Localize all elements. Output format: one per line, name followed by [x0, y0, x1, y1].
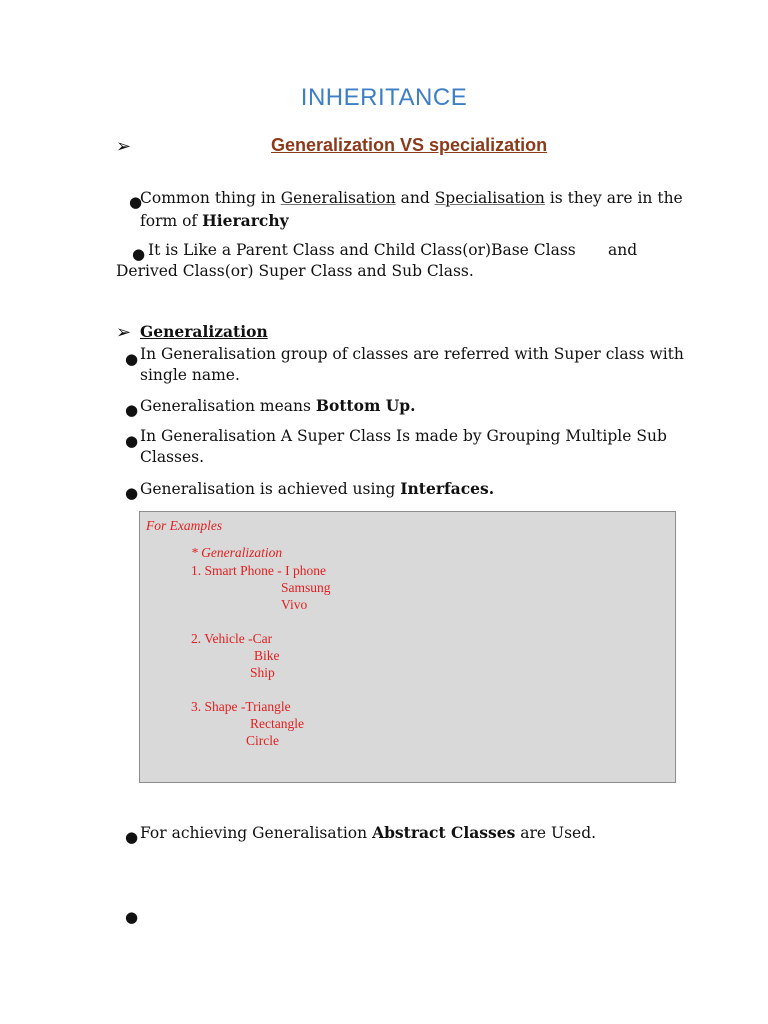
- empty-bullet-icon: ●: [125, 908, 139, 926]
- bullet-icon: ●: [125, 401, 139, 419]
- example-1-item: Samsung: [281, 580, 331, 595]
- example-2-item: Ship: [250, 665, 275, 680]
- intro-p2-line-2: Derived Class(or) Super Class and Sub Class.: [116, 262, 474, 280]
- example-2: 2. Vehicle -Car: [191, 631, 273, 646]
- bullet-icon: ●: [125, 484, 139, 502]
- bullet-icon: ●: [125, 350, 139, 368]
- example-1: 1. Smart Phone - I phone: [191, 563, 326, 578]
- example-3-item: Rectangle: [250, 716, 304, 731]
- examples-header: For Examples: [146, 518, 223, 533]
- bullet-1-line-2: single name.: [140, 366, 240, 384]
- bullet-icon: ●: [125, 828, 139, 846]
- bullet-3-line-2: Classes.: [140, 448, 205, 466]
- example-1-item: Vivo: [281, 597, 308, 612]
- example-3: 3. Shape -Triangle: [191, 699, 291, 714]
- intro-line-1: Common thing in Generalisation and Specialisation is they are in the: [140, 189, 683, 207]
- bullet-icon: ●: [132, 245, 146, 263]
- bullet-1-line-1: In Generalisation group of classes are referred with Super class with: [140, 345, 684, 363]
- examples-box: [139, 511, 676, 783]
- bullet-3-line-1: In Generalisation A Super Class Is made by Grouping Multiple Sub: [140, 427, 667, 445]
- intro-p2-line-1: It is Like a Parent Class and Child Class(or)Base Class: [148, 241, 576, 259]
- bullet-2: Generalisation means Bottom Up.: [140, 396, 416, 415]
- bullet-4: Generalisation is achieved using Interfaces.: [140, 479, 495, 498]
- section-heading: Generalization: [140, 322, 268, 341]
- intro-line-2: form of Hierarchy: [140, 211, 289, 230]
- bullet-icon: ●: [125, 432, 139, 450]
- example-2-item: Bike: [254, 648, 280, 663]
- subtitle: Generalization VS specialization: [271, 135, 548, 155]
- bullet-icon: ●: [129, 193, 143, 211]
- example-3-item: Circle: [246, 733, 279, 748]
- specialisation-term: Specialisation: [434, 189, 545, 207]
- generalization-label: * Generalization: [191, 545, 283, 560]
- arrow-bullet-icon: ➢: [116, 322, 132, 343]
- generalisation-term: Generalisation: [280, 189, 396, 207]
- bullet-5: For achieving Generalisation Abstract Classes are Used.: [140, 823, 597, 842]
- arrow-bullet-icon: ➢: [116, 136, 132, 157]
- intro-p2-and: and: [608, 241, 638, 259]
- page-title: INHERITANCE: [300, 84, 468, 111]
